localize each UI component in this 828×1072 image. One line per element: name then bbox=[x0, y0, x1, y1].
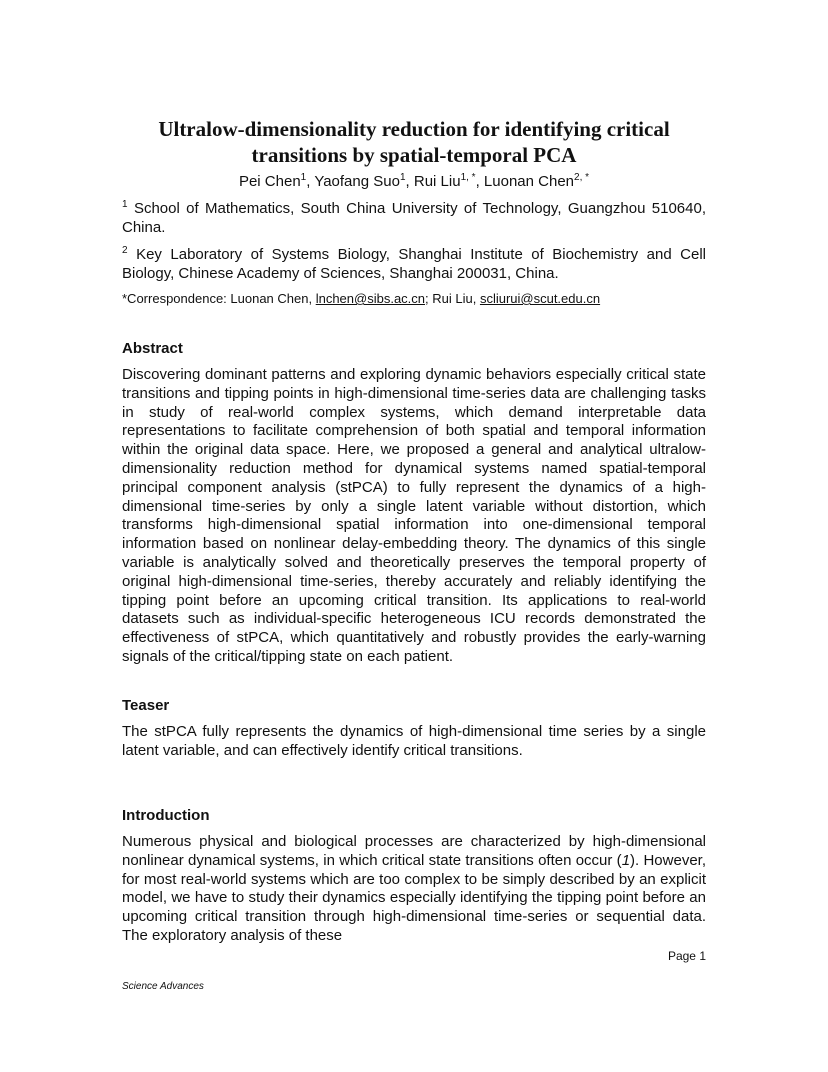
author-name: Yaofang Suo bbox=[314, 173, 400, 190]
abstract-heading: Abstract bbox=[122, 340, 183, 357]
introduction-body: Numerous physical and biological processes are characterized by high-dimensional nonlinear dynamical systems, in which critical state transitions often occur (1). However, for most real-world systems which are too complex to be simply described by an explicit model, we have to study their dynamics especially identifying the tipping point before an upcoming critical transition through high-dimensional time-series or sequential data. The exploratory analysis of these bbox=[122, 833, 707, 944]
author-affiliation-mark: 1 bbox=[300, 172, 307, 183]
introduction-heading: Introduction bbox=[122, 807, 210, 824]
affiliation-text: Key Laboratory of Systems Biology, Shanghai Institute of Biochemistry and Cell Biology, Chinese Academy of Sciences, Shanghai 200031, China. bbox=[122, 246, 706, 282]
affiliation-1 bbox=[122, 199, 706, 237]
email-link-chen[interactable]: lnchen@sibs.ac.cn bbox=[315, 291, 426, 306]
affiliation-mark: 1 bbox=[122, 199, 128, 210]
abstract-body: Discovering dominant patterns and exploring dynamic behaviors especially critical state transitions and tipping points in high-dimensional time-series data are challenging tasks in study of real-world complex systems, which demand interpretable data representations to facilitate comprehension of both spatial and temporal information within the original data space. Here, we proposed a general and analytical ultralow-dimensionality reduction method for dynamical systems named spatial-temporal principal component analysis (stPCA) to fully represent the dynamics of a high-dimensional time-series by only a single latent variable without distortion, which transforms high-dimensional spatial information into one-dimensional temporal information based on nonlinear delay-embedding theory. The dynamics of this single variable is analytically solved and theoretically preserves the temporal property of original high-dimensional time-series, thereby accurately and reliably identifying the tipping point before an upcoming critical transition. Its applications to real-world datasets such as individual-specific heterogeneous ICU records demonstrated the effectiveness of stPCA, which quantitatively and robustly provides the early-warning signals of the critical/tipping state on each patient. bbox=[122, 366, 706, 665]
author-affiliation-mark: 1 bbox=[399, 172, 406, 183]
page-number: Page 1 bbox=[667, 949, 706, 963]
author-list: Pei Chen$^1$, Yaofang Suo$^1$, Rui Liu$^{1, *}$, Luonan Chen$^{2, *}$ bbox=[238, 172, 590, 190]
author-name: Rui Liu bbox=[413, 173, 461, 190]
affiliation-mark: 2 bbox=[122, 245, 128, 256]
correspondence-line: *Correspondence: Luonan Chen, lnchen@sibs.ac.cn; Rui Liu, scliurui@scut.edu.cn bbox=[122, 291, 601, 306]
author-affiliation-mark: 1, * bbox=[460, 172, 476, 183]
citation-ref: 1 bbox=[621, 851, 631, 869]
paper-title: Ultralow-dimensionality reduction for identifying critical transitions by spatial-temporal PCA bbox=[158, 117, 670, 167]
affiliation-text: School of Mathematics, South China University of Technology, Guangzhou 510640, China. bbox=[122, 200, 706, 236]
author-name: Luonan Chen bbox=[483, 173, 575, 190]
journal-footer: Science Advances bbox=[122, 981, 204, 992]
teaser-heading: Teaser bbox=[122, 697, 170, 714]
affiliation-2 bbox=[122, 245, 706, 283]
author-name: Pei Chen bbox=[238, 173, 301, 190]
author-affiliation-mark: 2, * bbox=[574, 172, 590, 183]
email-link-liu[interactable]: scliurui@scut.edu.cn bbox=[479, 291, 601, 306]
teaser-body: The stPCA fully represents the dynamics of high-dimensional time series by a single latent variable, and can effectively identify critical transitions. bbox=[122, 723, 706, 759]
